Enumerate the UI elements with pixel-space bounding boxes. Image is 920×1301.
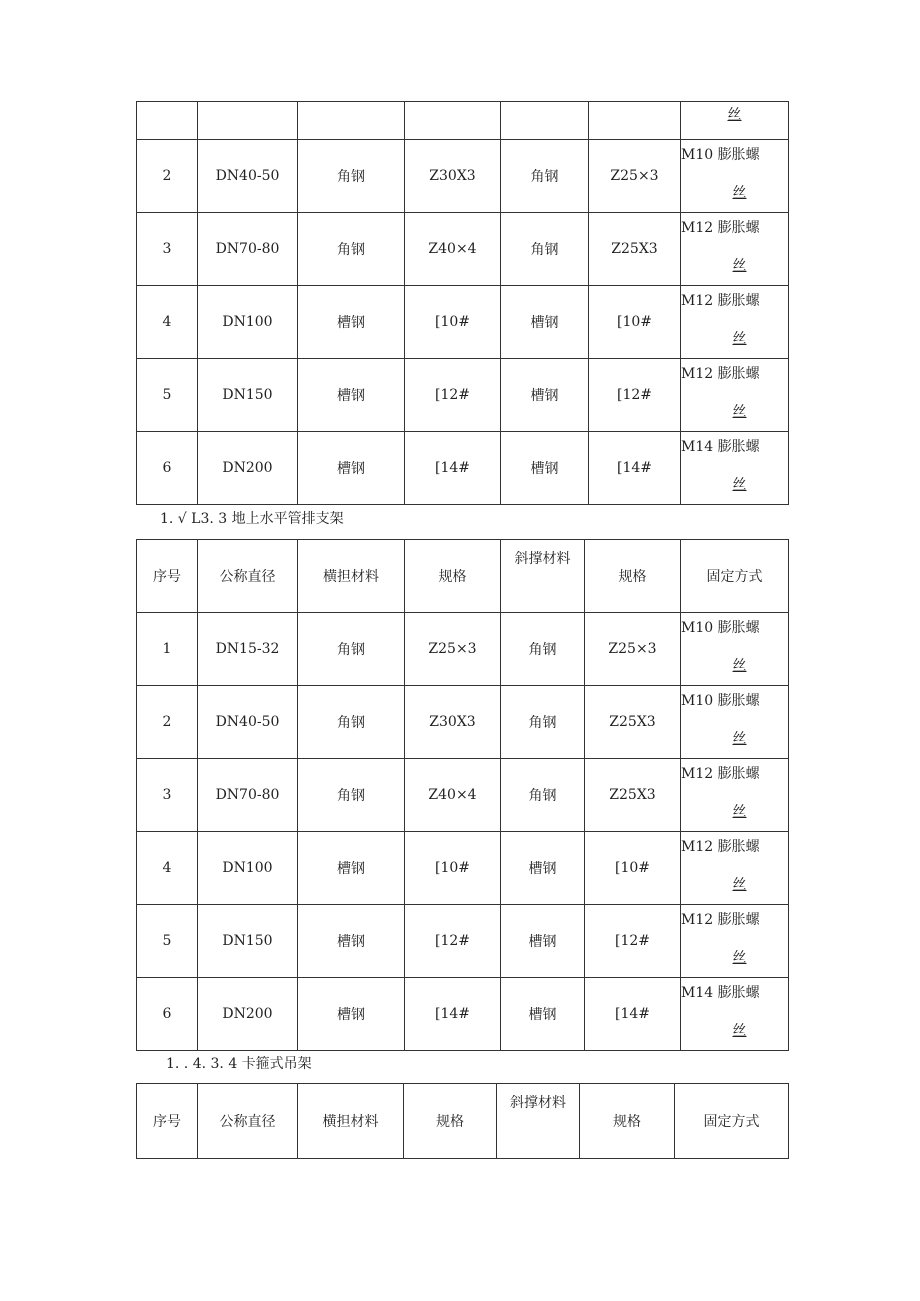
fix-line1: M14 膨胀螺 <box>681 439 760 455</box>
section-caption-ground-pipe-support: 1. √ L3. 3 地上水平管排支架 <box>160 511 344 527</box>
cell <box>589 102 681 140</box>
cell-dn: DN40-50 <box>198 686 298 759</box>
cell-dn: DN15-32 <box>198 613 298 686</box>
fix-line1: M10 膨胀螺 <box>681 620 760 636</box>
cell-brace-spec: [10# <box>589 286 681 359</box>
header-cross-spec: 规格 <box>404 1084 497 1159</box>
table-row <box>137 432 789 505</box>
fix-line1: M12 膨胀螺 <box>681 293 760 309</box>
header-brace: 斜撑材料 <box>501 540 585 613</box>
cell-no: 2 <box>137 686 198 759</box>
cell-brace: 槽钢 <box>501 359 589 432</box>
cell-brace-spec: [12# <box>585 905 681 978</box>
fix-line2: 丝 <box>732 731 747 747</box>
cell-no: 5 <box>137 359 198 432</box>
fix-line2: 丝 <box>732 185 747 201</box>
cell-brace-spec: Z25×3 <box>589 140 681 213</box>
cell-brace: 槽钢 <box>501 286 589 359</box>
cell-no: 6 <box>137 978 198 1051</box>
fix-line2: 丝 <box>732 950 747 966</box>
header-brace-spec: 规格 <box>585 540 681 613</box>
table-c <box>136 1083 789 1159</box>
cell-dn: DN40-50 <box>198 140 298 213</box>
fix-cell <box>681 432 789 505</box>
cell-no: 1 <box>137 613 198 686</box>
fix-line2: 丝 <box>732 1023 747 1039</box>
cell-no: 5 <box>137 905 198 978</box>
cell-no: 4 <box>137 286 198 359</box>
cell-cross-spec: Z30X3 <box>405 140 501 213</box>
table-row <box>137 286 789 359</box>
table-b <box>136 539 789 1051</box>
cell-brace-spec: [12# <box>589 359 681 432</box>
fix-line2: 丝 <box>732 877 747 893</box>
cell-brace: 槽钢 <box>501 832 585 905</box>
header-brace: 斜撑材料 <box>497 1084 580 1159</box>
table-row <box>137 905 789 978</box>
cell-cross: 角钢 <box>298 613 405 686</box>
fix-cell <box>681 759 789 832</box>
cell-cross-spec: [14# <box>405 978 501 1051</box>
cell-cross-spec: [10# <box>405 832 501 905</box>
table-header-row <box>137 1084 789 1159</box>
cell-cross: 槽钢 <box>298 432 405 505</box>
cell-no: 4 <box>137 832 198 905</box>
fix-line1: M12 膨胀螺 <box>681 912 760 928</box>
cell-cross-spec: [10# <box>405 286 501 359</box>
cell-brace-spec: Z25X3 <box>589 213 681 286</box>
cell-brace-spec: [14# <box>585 978 681 1051</box>
cell-cross-spec: Z25×3 <box>405 613 501 686</box>
fix-line1: M10 膨胀螺 <box>681 693 760 709</box>
header-no: 序号 <box>137 540 198 613</box>
fix-line2: 丝 <box>732 331 747 347</box>
table-row <box>137 978 789 1051</box>
table-row <box>137 213 789 286</box>
cell-dn: DN150 <box>198 359 298 432</box>
fix-line1: M12 膨胀螺 <box>681 766 760 782</box>
cell-cross: 角钢 <box>298 213 405 286</box>
cell-brace: 角钢 <box>501 686 585 759</box>
cell-brace: 角钢 <box>501 759 585 832</box>
cell-cross-spec: Z30X3 <box>405 686 501 759</box>
cell-dn: DN70-80 <box>198 213 298 286</box>
fix-cell <box>681 832 789 905</box>
section-caption-clamp-hanger: 1. . 4. 3. 4 卡箍式吊架 <box>166 1056 312 1072</box>
cell-dn: DN70-80 <box>198 759 298 832</box>
fix-line1: M14 膨胀螺 <box>681 985 760 1001</box>
cell-cross-spec: [12# <box>405 359 501 432</box>
cell-cross: 槽钢 <box>298 905 405 978</box>
fix-line2: 丝 <box>732 258 747 274</box>
table-row <box>137 359 789 432</box>
fix-line1: M10 膨胀螺 <box>681 147 760 163</box>
fix-cell <box>681 286 789 359</box>
cell-brace: 槽钢 <box>501 905 585 978</box>
cell-dn: DN100 <box>198 832 298 905</box>
fix-cell <box>681 978 789 1051</box>
header-fix: 固定方式 <box>681 540 789 613</box>
header-no: 序号 <box>137 1084 198 1159</box>
fix-cell <box>681 359 789 432</box>
cell-brace-spec: Z25X3 <box>585 759 681 832</box>
cell-cross-spec: [14# <box>405 432 501 505</box>
header-cross: 横担材料 <box>298 1084 404 1159</box>
cell-brace: 角钢 <box>501 140 589 213</box>
cell-dn: DN200 <box>198 978 298 1051</box>
cell-cross-spec: Z40×4 <box>405 213 501 286</box>
fix-line2: 丝 <box>732 477 747 493</box>
cell <box>405 102 501 140</box>
cell-brace-spec: Z25×3 <box>585 613 681 686</box>
fix-tail: 丝 <box>727 107 742 123</box>
header-cross-spec: 规格 <box>405 540 501 613</box>
table-row <box>137 759 789 832</box>
cell-no: 3 <box>137 759 198 832</box>
header-dn: 公称直径 <box>198 540 298 613</box>
cell-brace: 角钢 <box>501 213 589 286</box>
fix-line2: 丝 <box>732 404 747 420</box>
fix-cell <box>681 905 789 978</box>
cell-no: 3 <box>137 213 198 286</box>
fix-cell <box>681 686 789 759</box>
cell-no: 2 <box>137 140 198 213</box>
cell-cross: 角钢 <box>298 686 405 759</box>
table-row <box>137 832 789 905</box>
fix-line2: 丝 <box>732 658 747 674</box>
cell-brace: 槽钢 <box>501 978 585 1051</box>
cell-cross: 角钢 <box>298 759 405 832</box>
table-row <box>137 140 789 213</box>
cell-cross: 角钢 <box>298 140 405 213</box>
table-row <box>137 102 789 140</box>
cell-cross-spec: [12# <box>405 905 501 978</box>
table-header-row <box>137 540 789 613</box>
cell-cross-spec: Z40×4 <box>405 759 501 832</box>
cell-dn: DN100 <box>198 286 298 359</box>
header-dn: 公称直径 <box>198 1084 298 1159</box>
cell-brace-spec: Z25X3 <box>585 686 681 759</box>
cell-dn: DN150 <box>198 905 298 978</box>
table-row <box>137 686 789 759</box>
cell-brace-spec: [14# <box>589 432 681 505</box>
cell-dn: DN200 <box>198 432 298 505</box>
cell-no: 6 <box>137 432 198 505</box>
fix-line1: M12 膨胀螺 <box>681 839 760 855</box>
fix-cell <box>681 102 789 140</box>
cell <box>198 102 298 140</box>
fix-line1: M12 膨胀螺 <box>681 366 760 382</box>
header-fix: 固定方式 <box>675 1084 789 1159</box>
cell <box>298 102 405 140</box>
fix-line1: M12 膨胀螺 <box>681 220 760 236</box>
cell <box>137 102 198 140</box>
header-brace-spec: 规格 <box>580 1084 675 1159</box>
table-a <box>136 101 789 505</box>
cell <box>501 102 589 140</box>
fix-cell <box>681 140 789 213</box>
fix-cell <box>681 213 789 286</box>
cell-brace: 角钢 <box>501 613 585 686</box>
fix-cell <box>681 613 789 686</box>
cell-brace: 槽钢 <box>501 432 589 505</box>
cell-cross: 槽钢 <box>298 359 405 432</box>
cell-cross: 槽钢 <box>298 286 405 359</box>
fix-line2: 丝 <box>732 804 747 820</box>
table-row <box>137 613 789 686</box>
cell-cross: 槽钢 <box>298 832 405 905</box>
cell-brace-spec: [10# <box>585 832 681 905</box>
cell-cross: 槽钢 <box>298 978 405 1051</box>
header-cross: 横担材料 <box>298 540 405 613</box>
